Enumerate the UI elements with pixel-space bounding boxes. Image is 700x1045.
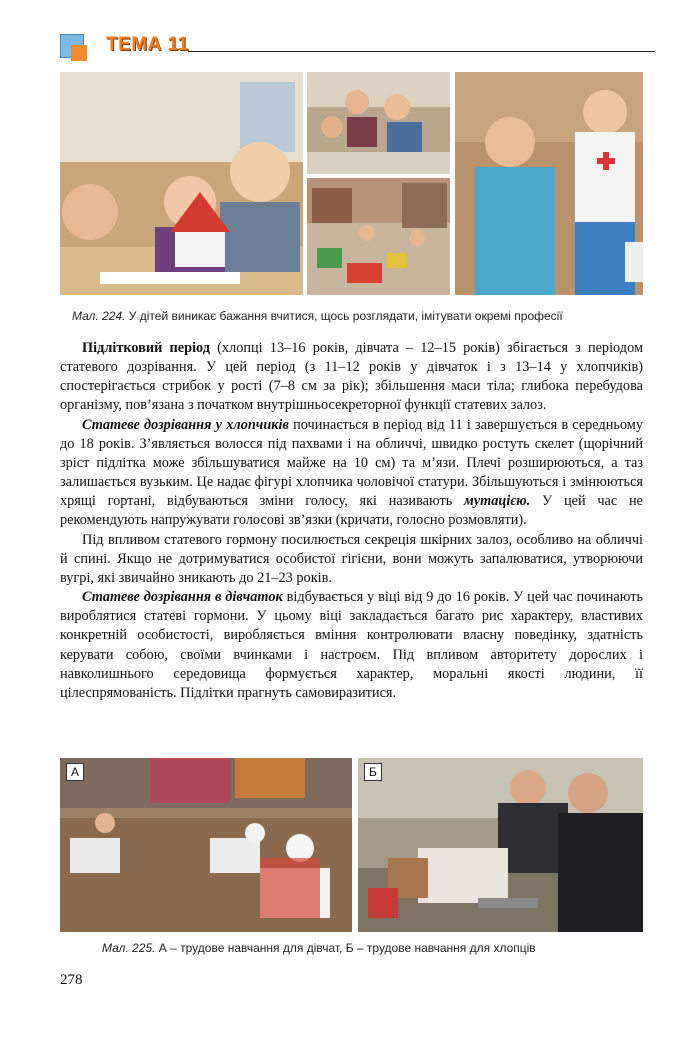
children-playroom-photo xyxy=(307,178,450,295)
children-doctor-play-photo xyxy=(455,72,643,295)
paragraph-skin-glands xyxy=(60,531,643,588)
figure-224-caption-text: У дітей виникає бажання вчитися, щось розглядати, імітувати окремі професії xyxy=(125,309,563,323)
figure-225-label-b: Б xyxy=(364,763,382,781)
figure-224-caption xyxy=(72,309,563,323)
page-header xyxy=(60,34,655,64)
header-accent-square-icon xyxy=(71,45,87,61)
figure-225-label-a: А xyxy=(66,763,84,781)
figure-225-label: Мал. 225. xyxy=(102,941,156,955)
main-text xyxy=(60,339,643,703)
term-adolescence: Підлітковий період xyxy=(82,340,211,356)
paragraph-boys-puberty xyxy=(60,416,643,531)
term-mutation: мутацією. xyxy=(464,493,531,510)
figure-225-caption-text: А – трудове навчання для дівчат, Б – трудове навчання для хлопців xyxy=(155,941,536,955)
paragraph-text: Під впливом статевого гормону посилюється секреція шкірних залоз, особливо на обличчі й спині. Якщо не дотримуватися особистої гігієни, вони можуть запалюватися, утворюючи вугрі, які звичайно зникають до 21–23 років. xyxy=(60,531,643,586)
term-girls-puberty: Статеве дозрівання в дівчаток xyxy=(82,589,283,606)
paragraph-text: починається в період від 11 і завершується в середньому до 18 років. З’являється волосся під пахвами і на обличчі, швидко ростуть скелет (щорічний зріст підлітка може збільшуватися майже на 10 см) та м’язи. Плечі розширюються, а таз залишається вузьким. Це надає фігурі хлопчика чоловічої статури. Збільшуються і змінюються хрящі гортані, відбуваються зміни голосу, які називають xyxy=(60,416,643,510)
children-lego-photo xyxy=(60,72,303,295)
term-boys-puberty: Статеве дозрівання у хлопчиків xyxy=(82,416,289,433)
page-number: 278 xyxy=(60,972,83,988)
boys-woodwork-class-photo xyxy=(358,758,643,932)
paragraph-text: відбувається у віці від 9 до 16 років. У цей час починають вироблятися статеві гормони. У цьому віці закладається багато рис характеру, властивих конкретній особистості, виробляється вміння контролювати власну поведінку, здатність керувати собою, своїми вчинками і настроєм. Під впливом авторитету дорослих і навколишнього середовища формується характер, моральні якості людини, її цілеспрямованість. Підлітки прагнуть самовиразитися. xyxy=(60,589,643,701)
paragraph-adolescence xyxy=(60,339,643,416)
paragraph-girls-puberty xyxy=(60,588,643,703)
figure-225-caption xyxy=(102,941,536,955)
girls-sewing-class-photo xyxy=(60,758,352,932)
paragraph-text: (хлопці 13–16 років, дівчата – 12–15 років) збігається з періодом статевого дозрівання. У цей період (з 11–12 років у дівчаток і з 13–14 у хлопчиків) спостерігається стрибок у рості (7–8 см за рік); збільшення маси тіла; глибока перебудова організму, пов’язана з початком внутрішньосекреторної функції статевих залоз. xyxy=(60,340,643,414)
header-rule xyxy=(188,51,655,52)
figure-224-label: Мал. 224. xyxy=(72,309,126,323)
chapter-title: ТЕМА 11 xyxy=(106,34,189,55)
children-drawing-photo xyxy=(307,72,450,174)
paragraph-text: У цей час не рекомендують напружувати голосові зв’язки (кричати, голосно розмовляти). xyxy=(60,493,643,529)
